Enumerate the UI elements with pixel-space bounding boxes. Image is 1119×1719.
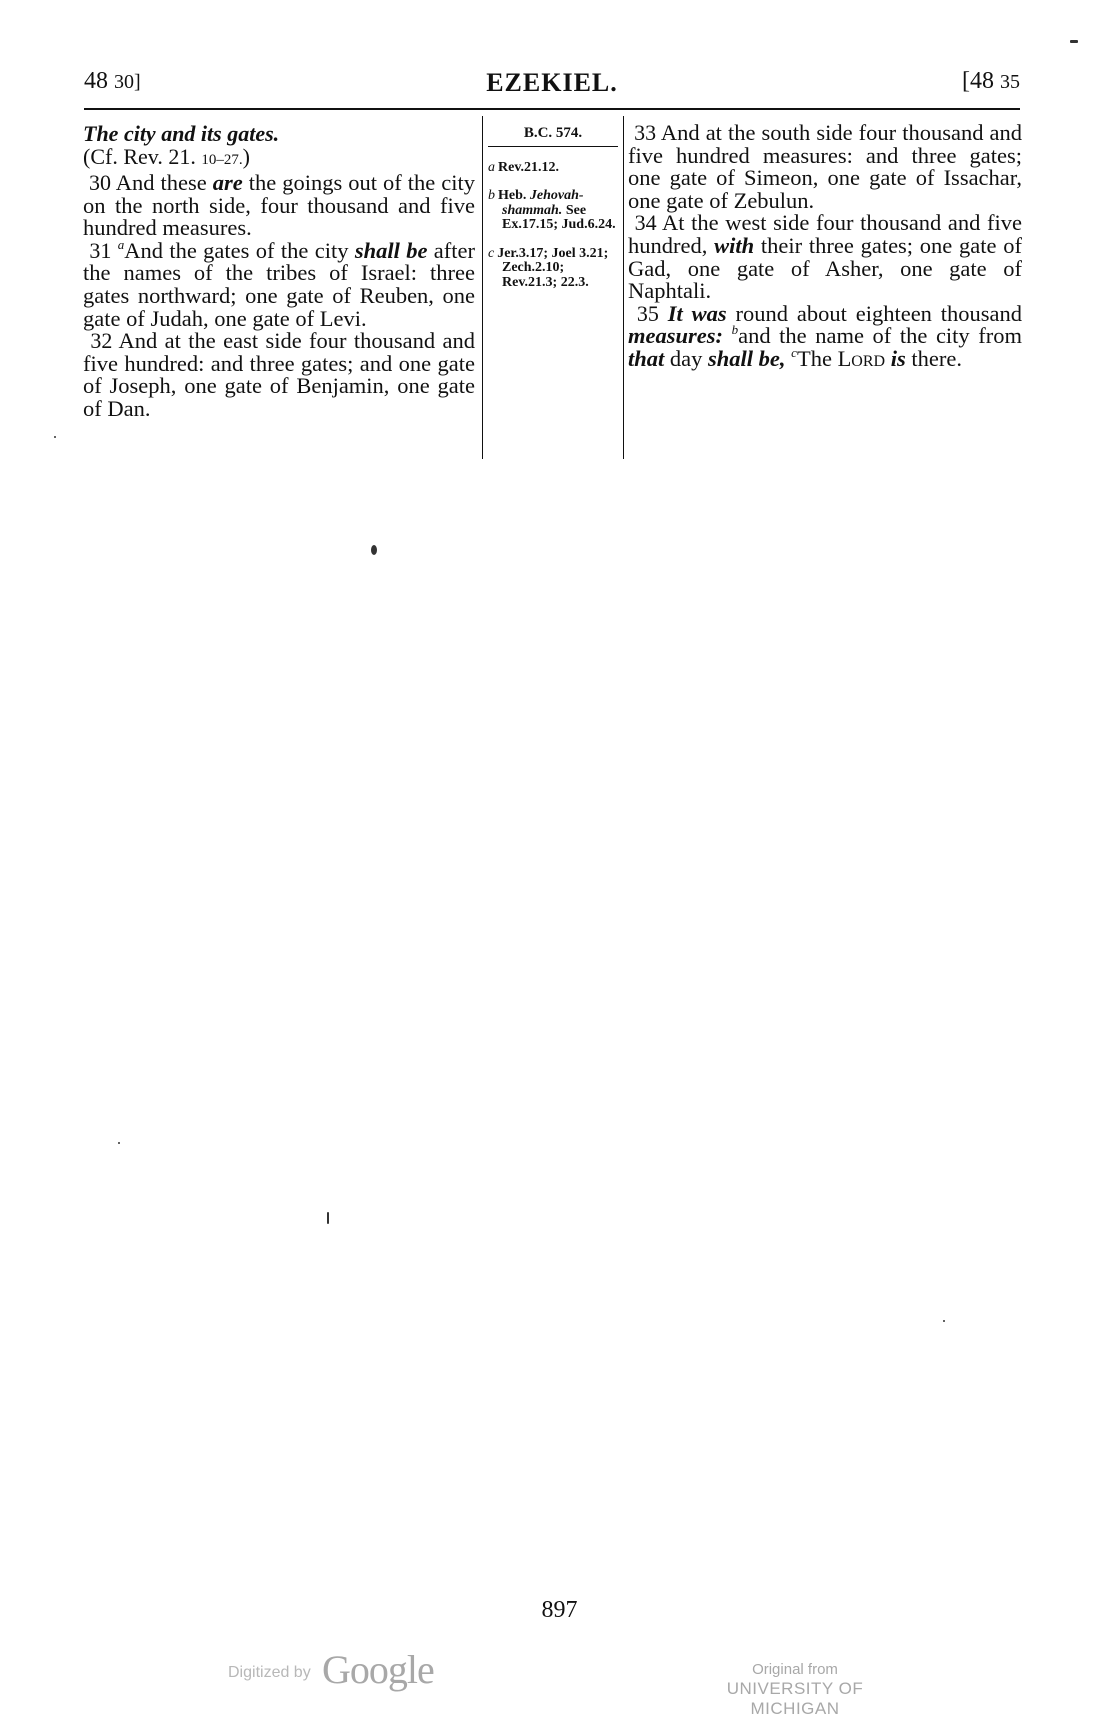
verse-number: 35	[636, 300, 659, 326]
header-rule	[84, 108, 1020, 110]
footnote-marker: b	[731, 322, 739, 338]
margin-note-b: b Heb. Jehovah-shammah. See Ex.17.15; Jud.6.24.	[488, 188, 616, 232]
section-cross-reference: (Cf. Rev. 21. 10–27.)	[83, 144, 250, 169]
header-left-verse: 30]	[114, 71, 141, 93]
original-from-label: Original from	[752, 1661, 838, 1678]
verse-33: 33 And at the south side four thousand and five hundred measures: and three gates; one gate of Simeon, one gate of Issachar, one gate of Zebulun.	[628, 120, 1022, 213]
text-column-right	[628, 122, 1022, 371]
text-column-left	[83, 122, 475, 421]
scan-speck	[1070, 40, 1078, 43]
section-title: The city and its gates.	[83, 121, 280, 146]
margin-note-c: c Jer.3.17; Joel 3.21; Zech.2.10; Rev.21.3; 22.3.	[488, 245, 609, 290]
verse-number: 32	[90, 328, 113, 354]
verse-30: 30 And these are the goings out of the city on the north side, four thousand and five hundred measures.	[83, 170, 476, 241]
scan-speck	[118, 1142, 120, 1144]
footnote-marker: c	[791, 344, 797, 360]
verse-31: 31 $^a$And the gates of the city shall be after the names of the tribes of Israel: three gates northward; one gate of Reuben, one gate of Judah, one gate of Levi.	[83, 236, 476, 331]
google-logo: Google	[322, 1647, 434, 1692]
running-header	[84, 68, 1020, 104]
verse-34: 34 At the west side four thousand and five hundred, with their three gates; one gate of Gad, one gate of Asher, one gate of Naphtali.	[628, 210, 1023, 304]
header-right-reference	[962, 68, 1020, 95]
verse-number: 33	[634, 120, 657, 145]
digitized-label: Digitized by	[228, 1664, 311, 1681]
verse-35: 35 It was round about eighteen thousand measures: $^b$and the name of the city from that day shall be, $^c$The Lord is there.	[628, 300, 1023, 371]
verse-number: 31	[89, 237, 112, 263]
scan-speck	[943, 1320, 945, 1322]
verse-number: 30	[89, 170, 112, 195]
margin-note-a: a Rev.21.12.	[488, 159, 560, 175]
scan-speck	[371, 545, 377, 555]
source-watermark	[680, 1661, 910, 1719]
header-right-chapter: [48	[962, 68, 994, 94]
page-number: 897	[541, 1597, 578, 1623]
column-divider-left	[482, 116, 483, 459]
scan-speck	[54, 436, 56, 438]
scan-speck	[327, 1212, 329, 1224]
footnote-marker: a	[117, 236, 125, 252]
university-label: UNIVERSITY OF MICHIGAN	[726, 1679, 864, 1718]
verse-number: 34	[634, 210, 657, 236]
header-right-verse: 35	[1000, 71, 1020, 93]
column-divider-right	[623, 116, 624, 459]
margin-date: B.C. 574.	[488, 122, 618, 147]
digitized-by-watermark	[228, 1646, 558, 1696]
book-title: EZEKIEL.	[486, 68, 618, 97]
verse-32: 32 And at the east side four thousand and five hundred: and three gates; and one gate of Joseph, one gate of Benjamin, one gate of Dan.	[83, 328, 476, 421]
margin-notes	[488, 122, 618, 304]
header-left-chapter: 48	[84, 68, 108, 94]
